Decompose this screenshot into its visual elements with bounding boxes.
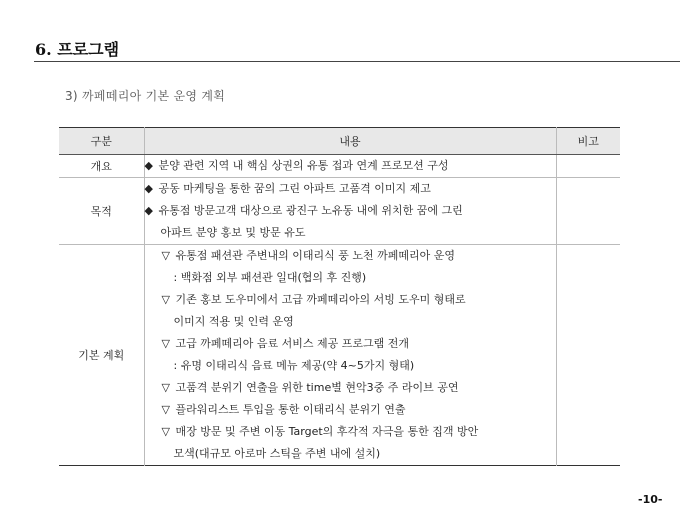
content-line bbox=[145, 443, 556, 465]
row-label: 기본 계획 bbox=[59, 245, 144, 466]
content-text: 매장 방문 및 주변 이동 Target의 후각적 자극을 통한 집객 방안 bbox=[175, 425, 479, 438]
row-content bbox=[144, 178, 556, 245]
content-text: 유통점 방문고객 대상으로 광진구 노유동 내에 위치한 꿈에 그린 bbox=[158, 204, 463, 217]
triangle-bullet-icon: ▽ bbox=[161, 403, 170, 416]
content-line bbox=[145, 200, 556, 222]
plan-table bbox=[59, 127, 620, 466]
triangle-bullet-icon: ▽ bbox=[161, 249, 170, 262]
content-line bbox=[145, 399, 556, 421]
triangle-bullet-icon: ▽ bbox=[161, 337, 170, 350]
row-content bbox=[144, 155, 556, 178]
row-label: 개요 bbox=[59, 155, 144, 178]
content-text: : 백화점 외부 패션관 일대(협의 후 진행) bbox=[173, 271, 367, 284]
header-remarks: 비고 bbox=[556, 128, 620, 155]
content-text: 기존 홍보 도우미에서 고급 까페떼리아의 서빙 도우미 형태로 bbox=[175, 293, 466, 306]
content-text: 플라워리스트 투입을 통한 이태리식 분위기 연출 bbox=[175, 403, 406, 416]
triangle-bullet-icon: ▽ bbox=[161, 381, 170, 394]
content-text: 유통점 패션관 주변내의 이태리식 풍 노천 까페떼리아 운영 bbox=[175, 249, 455, 262]
content-text: 고품격 분위기 연출을 위한 time별 현악3중 주 라이브 공연 bbox=[175, 381, 459, 394]
triangle-bullet-icon: ▽ bbox=[161, 293, 170, 306]
content-line bbox=[145, 178, 556, 200]
header-content: 내용 bbox=[144, 128, 556, 155]
content-text: 이미지 적용 및 인력 운영 bbox=[173, 315, 294, 328]
title-divider bbox=[34, 61, 680, 62]
content-line bbox=[145, 289, 556, 311]
diamond-bullet-icon: ◆ bbox=[144, 204, 153, 217]
content-line bbox=[145, 155, 556, 177]
content-line bbox=[145, 222, 556, 244]
row-remarks bbox=[556, 155, 620, 178]
content-line bbox=[145, 333, 556, 355]
content-line bbox=[145, 245, 556, 267]
row-label: 목적 bbox=[59, 178, 144, 245]
section-title: 6. 프로그램 bbox=[35, 40, 120, 59]
diamond-bullet-icon: ◆ bbox=[144, 159, 153, 172]
content-line bbox=[145, 355, 556, 377]
triangle-bullet-icon: ▽ bbox=[161, 425, 170, 438]
table-row-overview bbox=[59, 155, 620, 178]
header-category: 구분 bbox=[59, 128, 144, 155]
table-header-row bbox=[59, 128, 620, 155]
row-remarks bbox=[556, 245, 620, 466]
content-text: 아파트 분양 홍보 및 방문 유도 bbox=[160, 226, 306, 239]
subtitle: 3) 까페떼리아 기본 운영 계획 bbox=[65, 89, 226, 103]
page-number: -10- bbox=[638, 493, 663, 506]
table-row-purpose bbox=[59, 178, 620, 245]
content-text: 고급 까페떼리아 음료 서비스 제공 프로그램 전개 bbox=[175, 337, 409, 350]
content-line bbox=[145, 267, 556, 289]
row-remarks bbox=[556, 178, 620, 245]
row-content bbox=[144, 245, 556, 466]
content-text: 분양 관련 지역 내 핵심 상권의 유통 접과 연계 프로모션 구성 bbox=[158, 159, 449, 172]
content-line bbox=[145, 421, 556, 443]
table-row-basic-plan bbox=[59, 245, 620, 466]
diamond-bullet-icon: ◆ bbox=[144, 182, 153, 195]
content-line bbox=[145, 377, 556, 399]
content-line bbox=[145, 311, 556, 333]
content-text: 모색(대규모 아로마 스틱을 주변 내에 설치) bbox=[173, 447, 381, 460]
content-text: : 유명 이태리식 음료 메뉴 제공(약 4~5가지 형태) bbox=[173, 359, 415, 372]
content-text: 공동 마케팅을 통한 꿈의 그린 아파트 고품격 이미지 제고 bbox=[158, 182, 431, 195]
